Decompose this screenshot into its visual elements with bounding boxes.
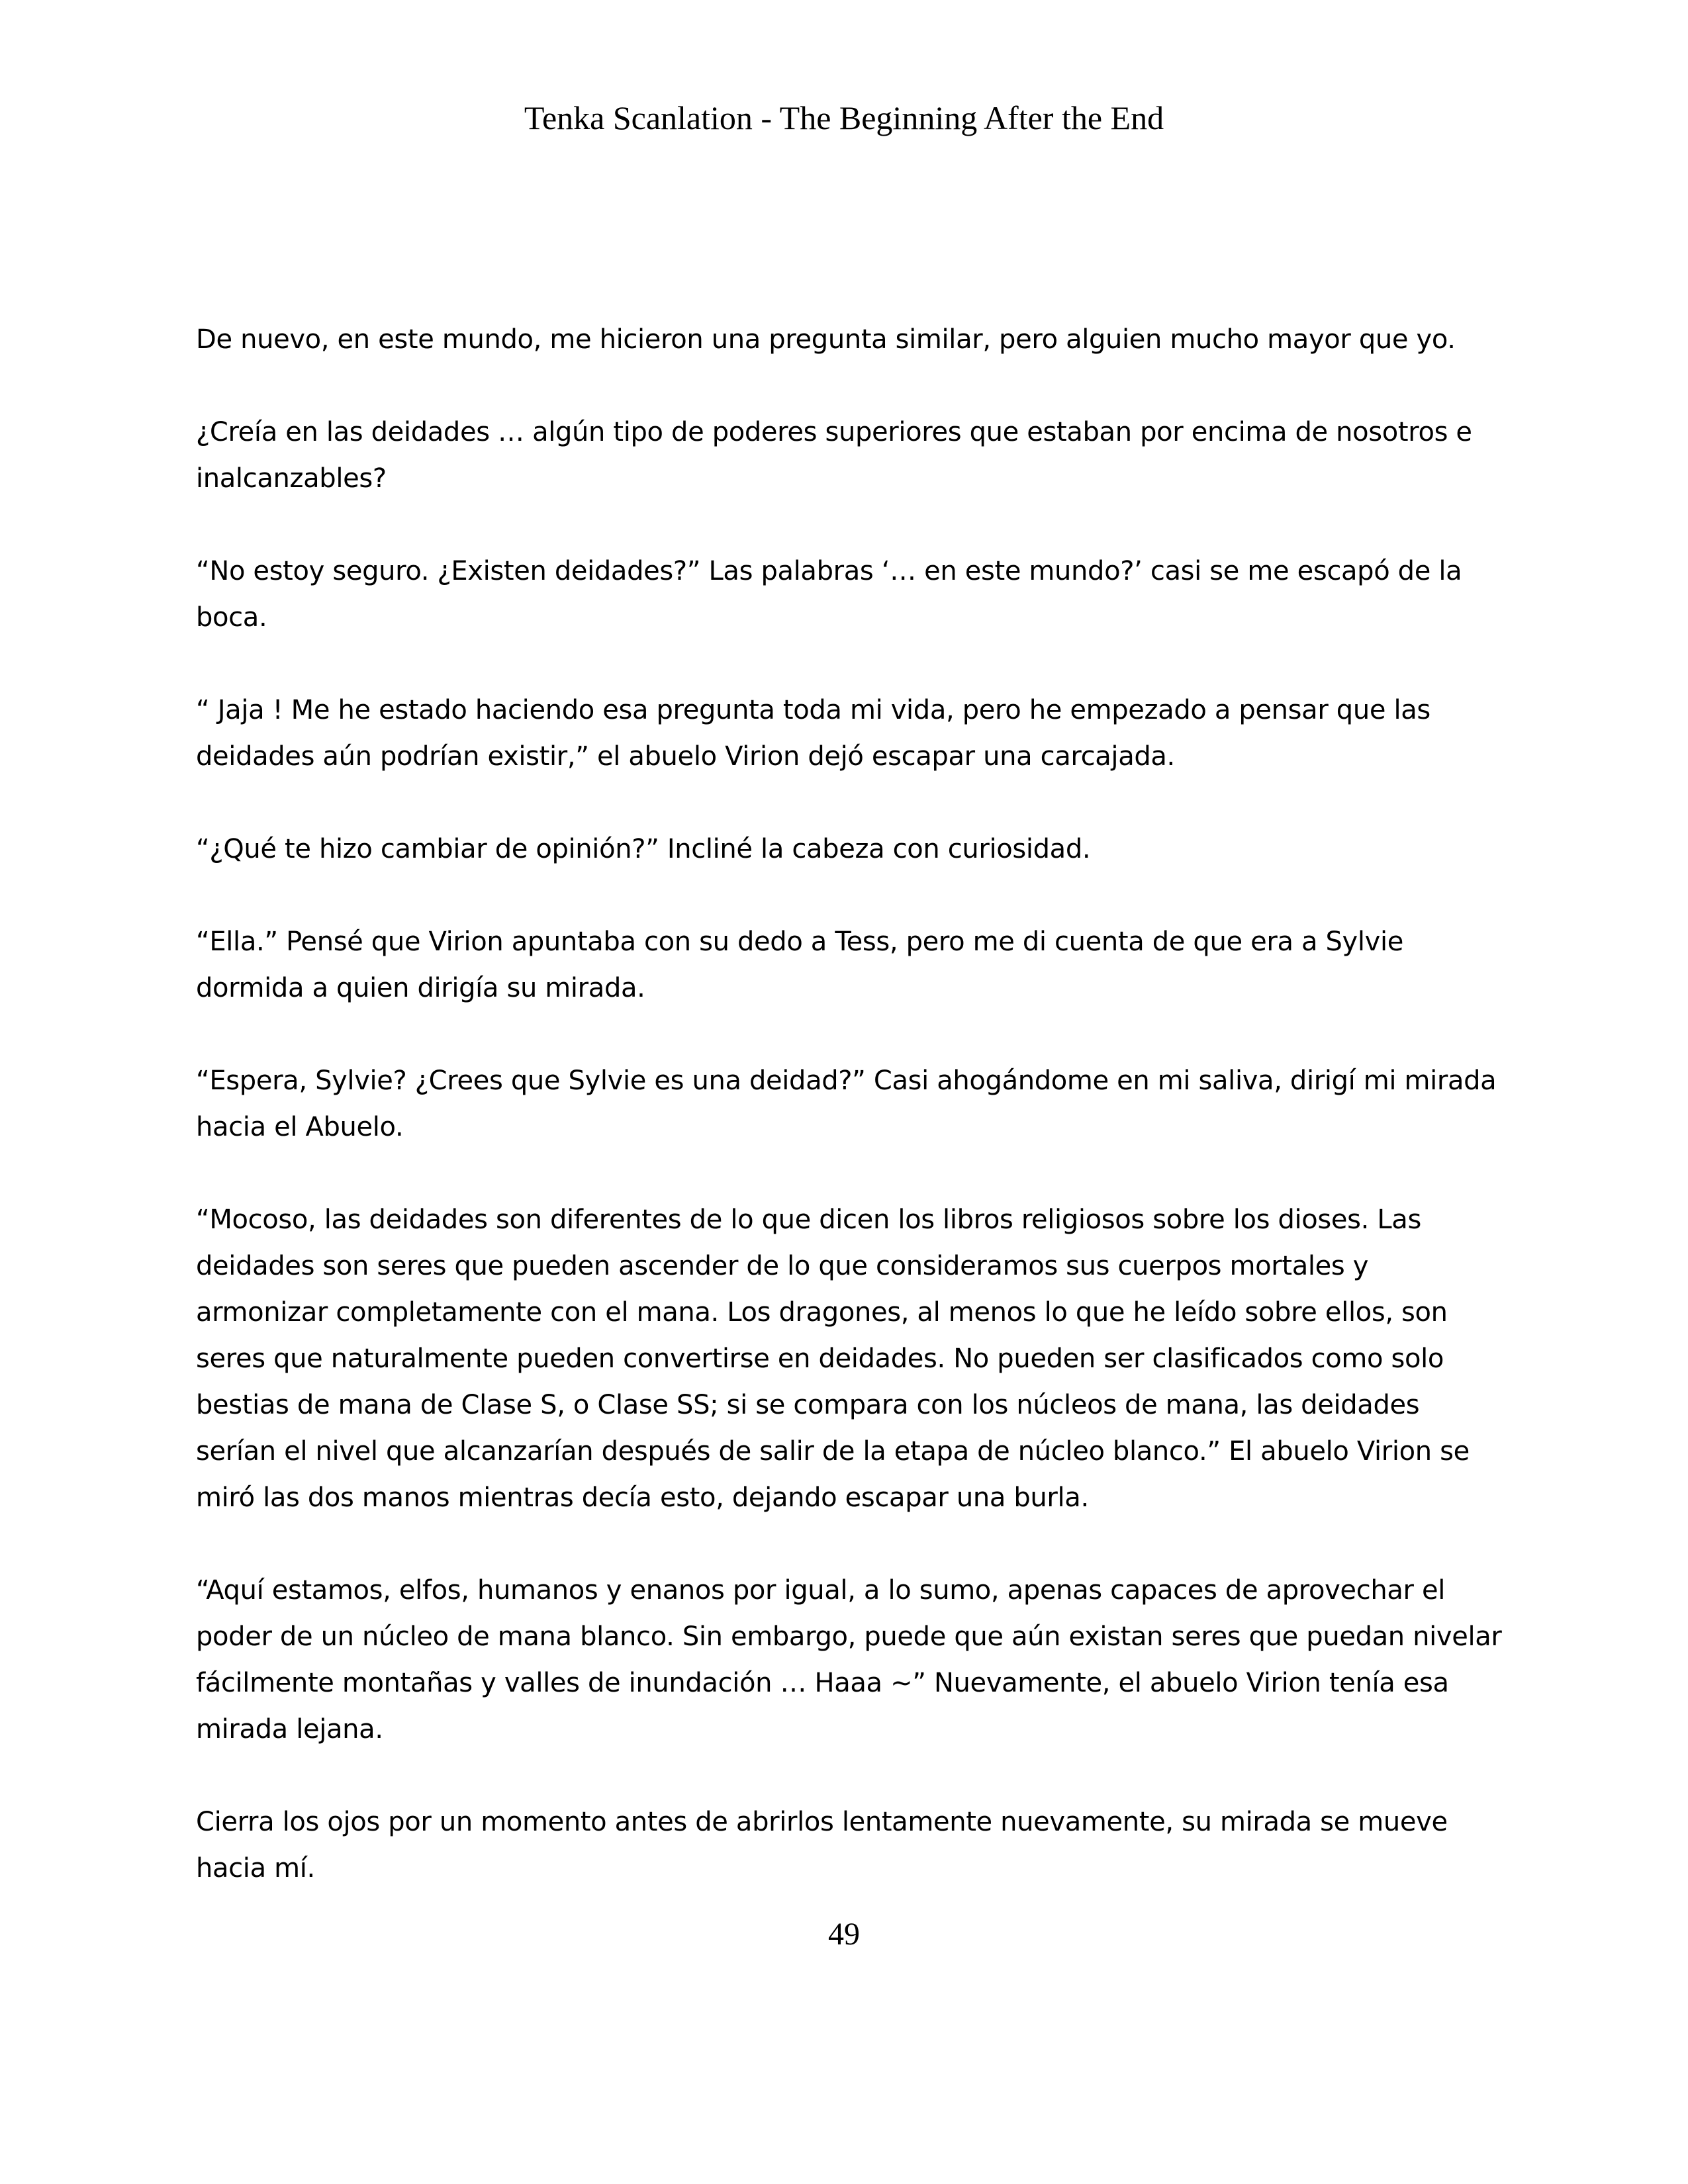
- paragraph: De nuevo, en este mundo, me hicieron una pregunta similar, pero alguien mucho mayor que yo.: [196, 324, 1456, 355]
- paragraph: “¿Qué te hizo cambiar de opinión?” Incliné la cabeza con curiosidad.: [196, 834, 1091, 864]
- page-number: 49: [828, 1917, 860, 1952]
- body-text: [196, 316, 1503, 1938]
- paragraph: “ Jaja ! Me he estado haciendo esa pregunta toda mi vida, pero he empezado a pensar que las deidades aún podrían existir,” el abuelo Virion dejó escapar una carcajada.: [196, 695, 1430, 772]
- page-header: Tenka Scanlation - The Beginning After the End: [524, 99, 1164, 136]
- paragraph: “Espera, Sylvie? ¿Crees que Sylvie es una deidad?” Casi ahogándome en mi saliva, dirigí mi mirada hacia el Abuelo.: [196, 1066, 1497, 1142]
- paragraph: “Mocoso, las deidades son diferentes de lo que dicen los libros religiosos sobre los dioses. Las deidades son seres que pueden ascender de lo que consideramos sus cuerpos mortales y armonizar completamente con el mana. Los dragones, al menos lo que he leído sobre ellos, son seres que naturalmente pueden convertirse en deidades. No pueden ser clasificados como solo bestias de mana de Clase S, o Clase SS; si se compara con los núcleos de mana, las deidades serían el nivel que alcanzarían después de salir de la etapa de núcleo blanco.” El abuelo Virion se miró las dos manos mientras decía esto, dejando escapar una burla.: [196, 1205, 1470, 1513]
- paragraph: ¿Creía en las deidades … algún tipo de poderes superiores que estaban por encima de nosotros e inalcanzables?: [196, 417, 1472, 494]
- paragraph: “Ella.” Pensé que Virion apuntaba con su dedo a Tess, pero me di cuenta de que era a Sylvie dormida a quien dirigía su mirada.: [196, 927, 1403, 1003]
- paragraph: “Aquí estamos, elfos, humanos y enanos por igual, a lo sumo, apenas capaces de aprovechar el poder de un núcleo de mana blanco. Sin embargo, puede que aún existan seres que puedan nivelar fácilmente montañas y valles de inundación … Haaa ~” Nuevamente, el abuelo Virion tenía esa mirada lejana.: [196, 1575, 1502, 1745]
- paragraph: “No estoy seguro. ¿Existen deidades?” Las palabras ‘… en este mundo?’ casi se me escapó de la boca.: [196, 556, 1462, 633]
- paragraph: Cierra los ojos por un momento antes de abrirlos lentamente nuevamente, su mirada se mueve hacia mí.: [196, 1807, 1448, 1884]
